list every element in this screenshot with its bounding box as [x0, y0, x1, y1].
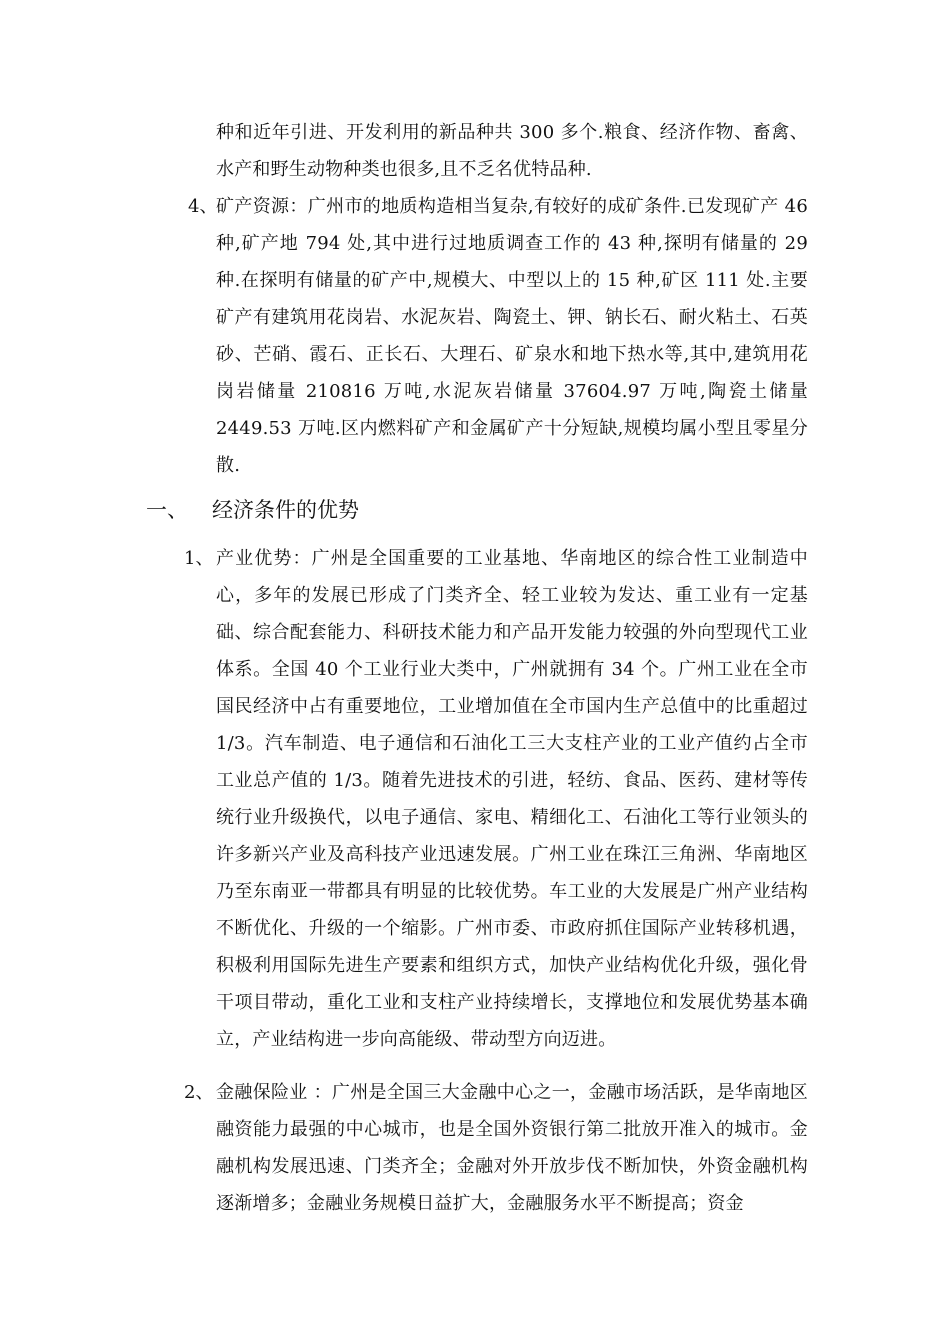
list-number-4: 4、 — [188, 196, 218, 217]
section-number: 一、 — [146, 498, 188, 522]
paragraph-mineral-resources: 矿产资源：广州市的地质构造相当复杂,有较好的成矿条件.已发现矿产 46 种,矿产地 794 处,其中进行过地质调查工作的 43 种,探明有储量的 29 种.在探明有储量的矿产中,规模大、中型以上的 15 种,矿区 111 处.主要矿产有建筑用花岗岩、水泥灰岩、陶瓷土、钾、钠长石、耐火粘土、石英砂、芒硝、霞石、正长石、大理石、矿泉水和地下热水等,其中,建筑用花岗岩储量 210816 万吨,水泥灰岩储量 37604.97 万吨,陶瓷土储量 2449.53 万吨.区内燃料矿产和金属矿产十分短缺,规模均属小型且零星分散. — [216, 196, 808, 476]
paragraph-industry-text: 产业优势：广州是全国重要的工业基地、华南地区的综合性工业制造中心，多年的发展已形成了门类齐全、轻工业较为发达、重工业有一定基础、综合配套能力、科研技术能力和产品开发能力较强的外向型现代工业体系。全国 40 个工业行业大类中，广州就拥有 34 个。广州工业在全市国民经济中占有重要地位，工业增加值在全市国内生产总值中的比重超过 1/3。汽车制造、电子通信和石油化工三大支柱产业的工业产值约占全市工业总产值的 1/3。随着先进技术的引进，轻纺、食品、医药、建材等传统行业升级换代，以电子通信、家电、精细化工、石油化工等行业领头的许多新兴产业及高科技产业迅速发展。广州工业在珠江三角洲、华南地区乃至东南亚一带都具有明显的比较优势。车工业的大发展是广州产业结构不断优化、升级的一个缩影。广州市委、市政府抓住国际产业转移机遇，积极利用国际先进生产要素和组织方式，加快产业结构优化升级，强化骨干项目带动，重化工业和支柱产业持续增长，支撑地位和发展优势基本确立，产业结构进一步向高能级、带动型方向迈进。 — [216, 548, 808, 1050]
paragraph-industry-advantage — [216, 540, 808, 1058]
section-heading: 经济条件的优势 — [212, 498, 359, 522]
paragraph-continuation: 种和近年引进、开发利用的新品种共 300 多个.粮食、经济作物、畜禽、水产和野生动物种类也很多,且不乏名优特品种. — [216, 122, 808, 180]
paragraph-finance-insurance: 金融保险业 ：广州是全国三大金融中心之一，金融市场活跃，是华南地区融资能力最强的中心城市，也是全国外资银行第二批放开准入的城市。金融机构发展迅速、门类齐全；金融对外开放步伐不断加快，外资金融机构逐渐增多；金融业务规模日益扩大，金融服务水平不断提高；资金 — [216, 1082, 808, 1214]
list-number-1: 1、 — [184, 548, 214, 569]
list-number-2: 2、 — [184, 1082, 214, 1103]
